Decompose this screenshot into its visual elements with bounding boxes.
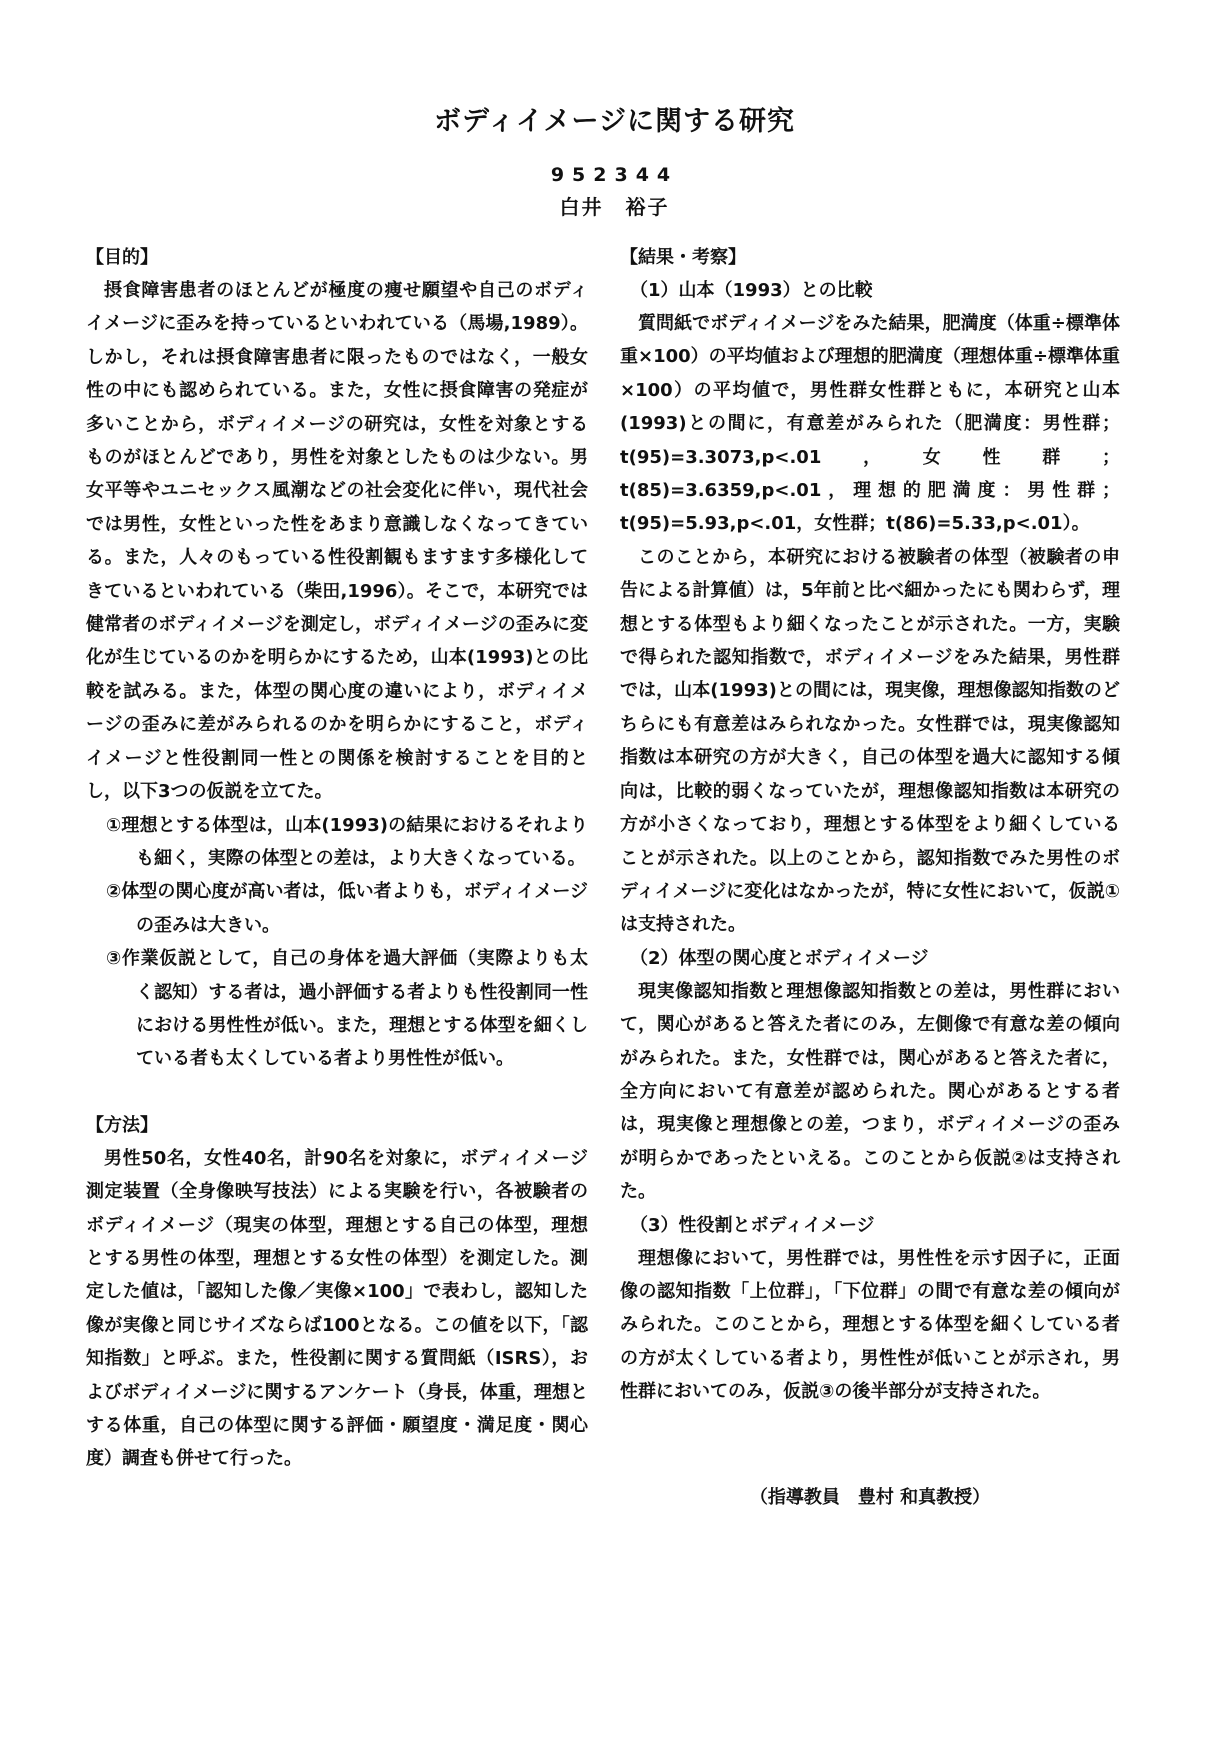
results-paragraph-3: 理想像において，男性群では，男性性を示す因子に，正面像の認知指数「上位群」，「下位群」の間で有意な差の傾向がみられた。このことから，理想とする体型を細くしている者の方が太くしている者より，男性性が低いことが示され，男性群においてのみ，仮説③の後半部分が支持された。 — [620, 1247, 1120, 1403]
results-paragraph-1a: 質問紙でボディイメージをみた結果，肥満度（体重÷標準体重×100）の平均値および理想的肥満度（理想体重÷標準体重×100）の平均値で，男性群女性群ともに，本研究と山本(1993)との間に，有意差がみられた（肥満度：男性群；t(95)=3.3073,p<.01，女性群；t(85)=3.6359,p<.01，理想的肥満度：男性群；t(95)=5.93,p<.01，女性群；t(86)=5.33,p<.01）。 — [620, 313, 1120, 535]
advisor-credit: （指導教員 豊村 和真教授） — [749, 1486, 991, 1508]
method-paragraph: 男性50名，女性40名，計90名を対象に，ボディイメージ測定装置（全身像映写技法）による実験を行い，各被験者のボディイメージ（現実の体型，理想とする自己の体型，理想とする男性の体型，理想とする女性の体型）を測定した。測定した値は，「認知した像／実像×100」で表わし，認知した像が実像と同じサイズならば100となる。この値を以下，「認知指数」と呼ぶ。また，性役割に関する質問紙（ISRS），およびボディイメージに関するアンケート（身長，体重，理想とする体重，自己の体型に関する評価・願望度・満足度・関心度）調査も併せて行った。 — [86, 1147, 588, 1470]
results-paragraph-1b: このことから，本研究における被験者の体型（被験者の申告による計算値）は，5年前と比べ細かったにも関わらず，理想とする体型もより細くなったことが示された。一方，実験で得られた認知指数で，ボディイメージをみた結果，男性群では，山本(1993)との間には，現実像，理想像認知指数のどちらにも有意差はみられなかった。女性群では，現実像認知指数は本研究の方が大きく，自己の体型を過大に認知する傾向は，比較的弱くなっていたが，理想像認知指数は本研究の方が小さくなっており，理想とする体型をより細くしていることが示された。以上のことから，認知指数でみた男性のボディイメージに変化はなかったが，特に女性において，仮説①は支持された。 — [620, 546, 1120, 936]
student-id: 952344 — [550, 164, 679, 186]
results-paragraph-2: 現実像認知指数と理想像認知指数との差は，男性群において，関心があると答えた者にのみ，左側像で有意な差の傾向がみられた。また，女性群では，関心があると答えた者に，全方向において有意差が認められた。関心があるとする者は，現実像と理想像との差，つまり，ボディイメージの歪みが明らかであったといえる。このことから仮説②は支持された。 — [620, 980, 1120, 1203]
method-heading: 【方法】 — [86, 1114, 158, 1136]
right-column — [620, 241, 1120, 1514]
left-column — [86, 241, 588, 1476]
results-subheading-2: （2）体型の関心度とボディイメージ — [630, 947, 929, 969]
results-subheading-1: （1）山本（1993）との比較 — [630, 280, 873, 301]
author-name: 白井 裕子 — [559, 195, 670, 219]
section-spacer — [86, 1076, 588, 1109]
hypothesis-3: ③作業仮説として，自己の身体を過大評価（実際よりも太く認知）する者は，過小評価する者よりも性役割同一性における男性性が低い。また，理想とする体型を細くしている者も太くしている者より男性性が低い。 — [106, 948, 588, 1070]
paper-title: ボディイメージに関する研究 — [433, 106, 796, 137]
hypothesis-1: ①理想とする体型は，山本(1993)の結果におけるそれよりも細く，実際の体型との差は，より大きくなっている。 — [106, 814, 588, 869]
purpose-heading: 【目的】 — [86, 247, 158, 268]
results-subheading-3: （3）性役割とボディイメージ — [630, 1214, 875, 1236]
purpose-paragraph: 摂食障害患者のほとんどが極度の痩せ願望や自己のボディイメージに歪みを持っているといわれている（馬場,1989）。しかし，それは摂食障害患者に限ったものではなく，一般女性の中にも認められている。また，女性に摂食障害の発症が多いことから，ボディイメージの研究は，女性を対象とするものがほとんどであり，男性を対象としたものは少ない。男女平等やユニセックス風潮などの社会変化に伴い，現代社会では男性，女性といった性をあまり意識しなくなってきている。また，人々のもっている性役割観もますます多様化してきているといわれている（柴田,1996）。そこで，本研究では健常者のボディイメージを測定し，ボディイメージの歪みに変化が生じているのかを明らかにするため，山本(1993)との比較を試みる。また，体型の関心度の違いにより，ボディイメージの歪みに差がみられるのかを明らかにすること，ボディイメージと性役割同一性との関係を検討することを目的とし，以下3つの仮説を立てた。 — [86, 280, 588, 803]
results-heading: 【結果・考察】 — [620, 247, 746, 268]
paper-header — [0, 104, 1229, 220]
hypothesis-2: ②体型の関心度が高い者は，低い者よりも，ボディイメージの歪みは大きい。 — [106, 881, 588, 936]
